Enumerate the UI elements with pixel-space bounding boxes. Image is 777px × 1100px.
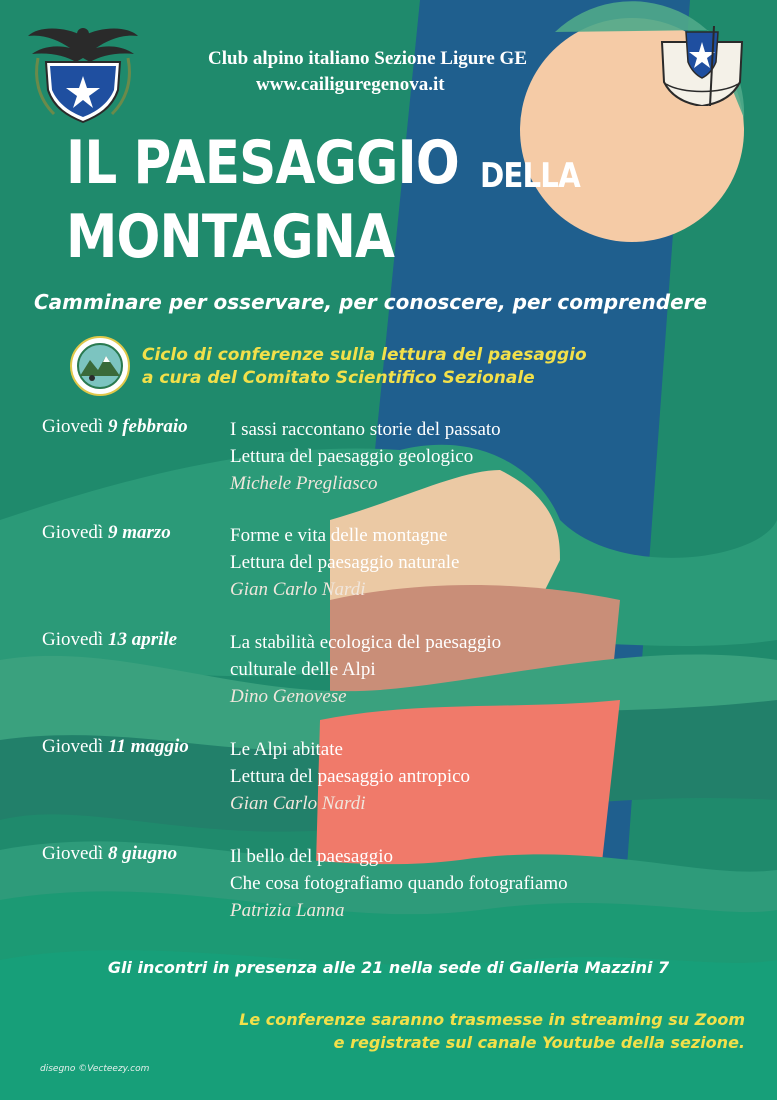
- cycle-line-1: Ciclo di conferenze sulla lettura del paesaggio: [142, 345, 587, 365]
- event-date-value: 8 giugno: [107, 843, 178, 864]
- club-name: Club alpino italiano Sezione Ligure GE: [208, 48, 528, 69]
- page-title-della: DELLA: [480, 156, 580, 196]
- event-speaker: Gian Carlo Nardi: [230, 793, 366, 814]
- event-date: [42, 629, 177, 651]
- event-speaker: Gian Carlo Nardi: [230, 579, 366, 600]
- comitato-scientifico-logo-icon: [70, 336, 130, 396]
- event-title: Il bello del paesaggio: [230, 846, 394, 867]
- event-title: I sassi raccontano storie del passato: [230, 419, 501, 440]
- website-link[interactable]: www.cailiguregenova.it: [256, 74, 445, 95]
- streaming-line-1: Le conferenze saranno trasmesse in streaming su Zoom: [239, 1010, 745, 1029]
- page-title-line2: MONTAGNA: [66, 202, 395, 272]
- event-date: [42, 843, 177, 865]
- event-date-value: 13 aprile: [107, 629, 178, 650]
- event-speaker: Patrizia Lanna: [230, 900, 345, 921]
- cai-ligure-logo-icon: [652, 22, 752, 106]
- event-date: [42, 416, 188, 438]
- event-details: [230, 522, 459, 603]
- event-subtitle: culturale delle Alpi: [230, 659, 376, 680]
- event-subtitle: Lettura del paesaggio naturale: [230, 552, 460, 573]
- event-details: [230, 629, 501, 710]
- event-date-value: 9 marzo: [107, 522, 171, 543]
- streaming-line-2: e registrate sul canale Youtube della sezione.: [333, 1033, 745, 1052]
- image-credit: disegno ©Vecteezy.com: [40, 1064, 150, 1074]
- event-date-value: 9 febbraio: [107, 416, 188, 437]
- event-day: Giovedì: [42, 736, 104, 757]
- page-title: IL PAESAGGIO: [66, 128, 459, 198]
- event-details: [230, 843, 568, 924]
- event-day: Giovedì: [42, 629, 104, 650]
- event-subtitle: Che cosa fotografiamo quando fotografiamo: [230, 873, 568, 894]
- event-day: Giovedì: [42, 522, 104, 543]
- event-date-value: 11 maggio: [107, 736, 189, 757]
- event-title: La stabilità ecologica del paesaggio: [230, 632, 502, 653]
- streaming-info: [239, 1008, 745, 1054]
- event-details: [230, 416, 501, 497]
- event-title: Forme e vita delle montagne: [230, 525, 448, 546]
- conference-cycle: [142, 344, 587, 390]
- event-speaker: Michele Pregliasco: [230, 473, 378, 494]
- event-subtitle: Lettura del paesaggio geologico: [230, 446, 474, 467]
- event-date: [42, 522, 171, 544]
- subtitle: Camminare per osservare, per conoscere, per comprendere: [34, 290, 708, 314]
- venue-info: Gli incontri in presenza alle 21 nella sede di Galleria Mazzini 7: [107, 958, 670, 977]
- event-subtitle: Lettura del paesaggio antropico: [230, 766, 471, 787]
- event-date: [42, 736, 189, 758]
- event-details: [230, 736, 470, 817]
- event-day: Giovedì: [42, 843, 104, 864]
- cai-eagle-logo-icon: [24, 18, 142, 124]
- event-title: Le Alpi abitate: [230, 739, 343, 760]
- event-speaker: Dino Genovese: [230, 686, 347, 707]
- event-day: Giovedì: [42, 416, 104, 437]
- cycle-line-2: a cura del Comitato Scientifico Sezionale: [142, 368, 535, 388]
